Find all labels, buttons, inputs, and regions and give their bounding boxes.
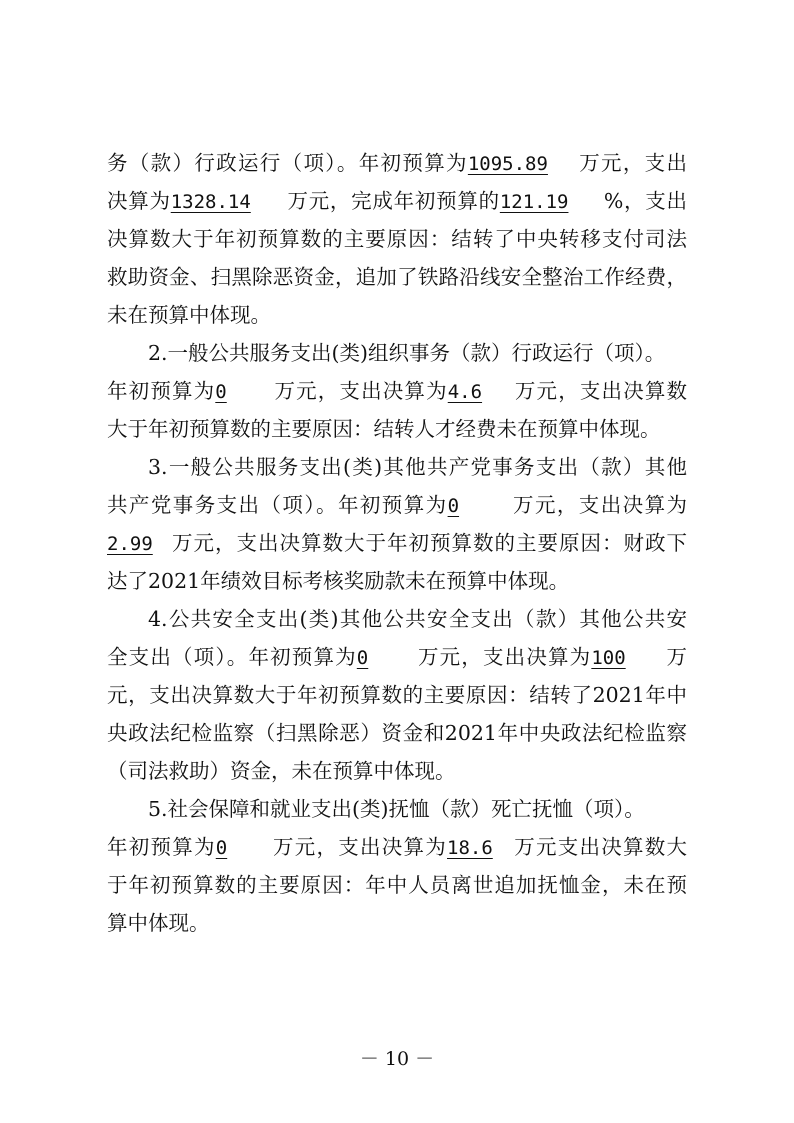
paragraph-3 (107, 448, 687, 600)
paragraph-1 (107, 144, 687, 334)
underlined-value: 18.6 (447, 837, 493, 859)
paragraph-5 (107, 790, 687, 942)
text-line: 务（款）行政运行（项）。年初预算为1095.89 万元，支出 (107, 144, 687, 182)
underlined-value: 1095.89 (467, 153, 548, 175)
underlined-value: 0 (356, 647, 369, 669)
text-line: 央政法纪检监察（扫黑除恶）资金和2021年中央政法纪检监察 (107, 721, 687, 745)
underlined-value: 0 (215, 381, 227, 403)
page-number: － 10 － (359, 1048, 435, 1070)
underlined-value: 2.99 (107, 533, 153, 555)
text-line: 达了2021年绩效目标考核奖励款未在预算中体现。 (107, 569, 570, 593)
text-line: 未在预算中体现。 (107, 303, 271, 327)
text-line: 大于年初预算数的主要原因：结转人才经费未在预算中体现。 (107, 417, 661, 441)
underlined-value: 100 (591, 647, 626, 669)
underlined-value: 121.19 (499, 191, 569, 213)
text-line: 年初预算为0 万元，支出决算为4.6 万元，支出决算数 (107, 372, 687, 410)
text-line: 2.99 万元，支出决算数大于年初预算数的主要原因：财政下 (107, 524, 687, 562)
underlined-value: 4.6 (447, 381, 483, 403)
text-line: 5.社会保障和就业支出(类)抚恤（款）死亡抚恤（项）。 (148, 797, 645, 821)
text-line: 全支出（项）。年初预算为0 万元，支出决算为100 万 (107, 638, 687, 676)
text-line: 救助资金、扫黑除恶资金，追加了铁路沿线安全整治工作经费， (107, 265, 687, 289)
text-line: 决算数大于年初预算数的主要原因：结转了中央转移支付司法 (107, 227, 687, 251)
text-line: 3.一般公共服务支出(类)其他共产党事务支出（款）其他 (148, 455, 687, 479)
paragraph-4 (107, 600, 687, 790)
text-line: 2.一般公共服务支出(类)组织事务（款）行政运行（项）。 (148, 341, 666, 365)
text-line: （司法救助）资金，未在预算中体现。 (107, 759, 456, 783)
document-body (107, 144, 687, 942)
underlined-value: 1328.14 (170, 191, 251, 213)
underlined-value: 0 (447, 495, 460, 517)
text-line: 4.公共安全支出(类)其他公共安全支出（款）其他公共安 (148, 607, 687, 631)
text-line: 年初预算为0 万元，支出决算为18.6 万元支出决算数大 (107, 828, 687, 866)
paragraph-2 (107, 334, 687, 448)
text-line: 元，支出决算数大于年初预算数的主要原因：结转了2021年中 (107, 683, 687, 707)
underlined-value: 0 (215, 837, 228, 859)
text-line: 决算为1328.14 万元，完成年初预算的121.19 %，支出 (107, 182, 687, 220)
text-line: 于年初预算数的主要原因：年中人员离世追加抚恤金，未在预 (107, 873, 687, 897)
text-line: 共产党事务支出（项）。年初预算为0 万元，支出决算为 (107, 486, 687, 524)
text-line: 算中体现。 (107, 911, 210, 935)
